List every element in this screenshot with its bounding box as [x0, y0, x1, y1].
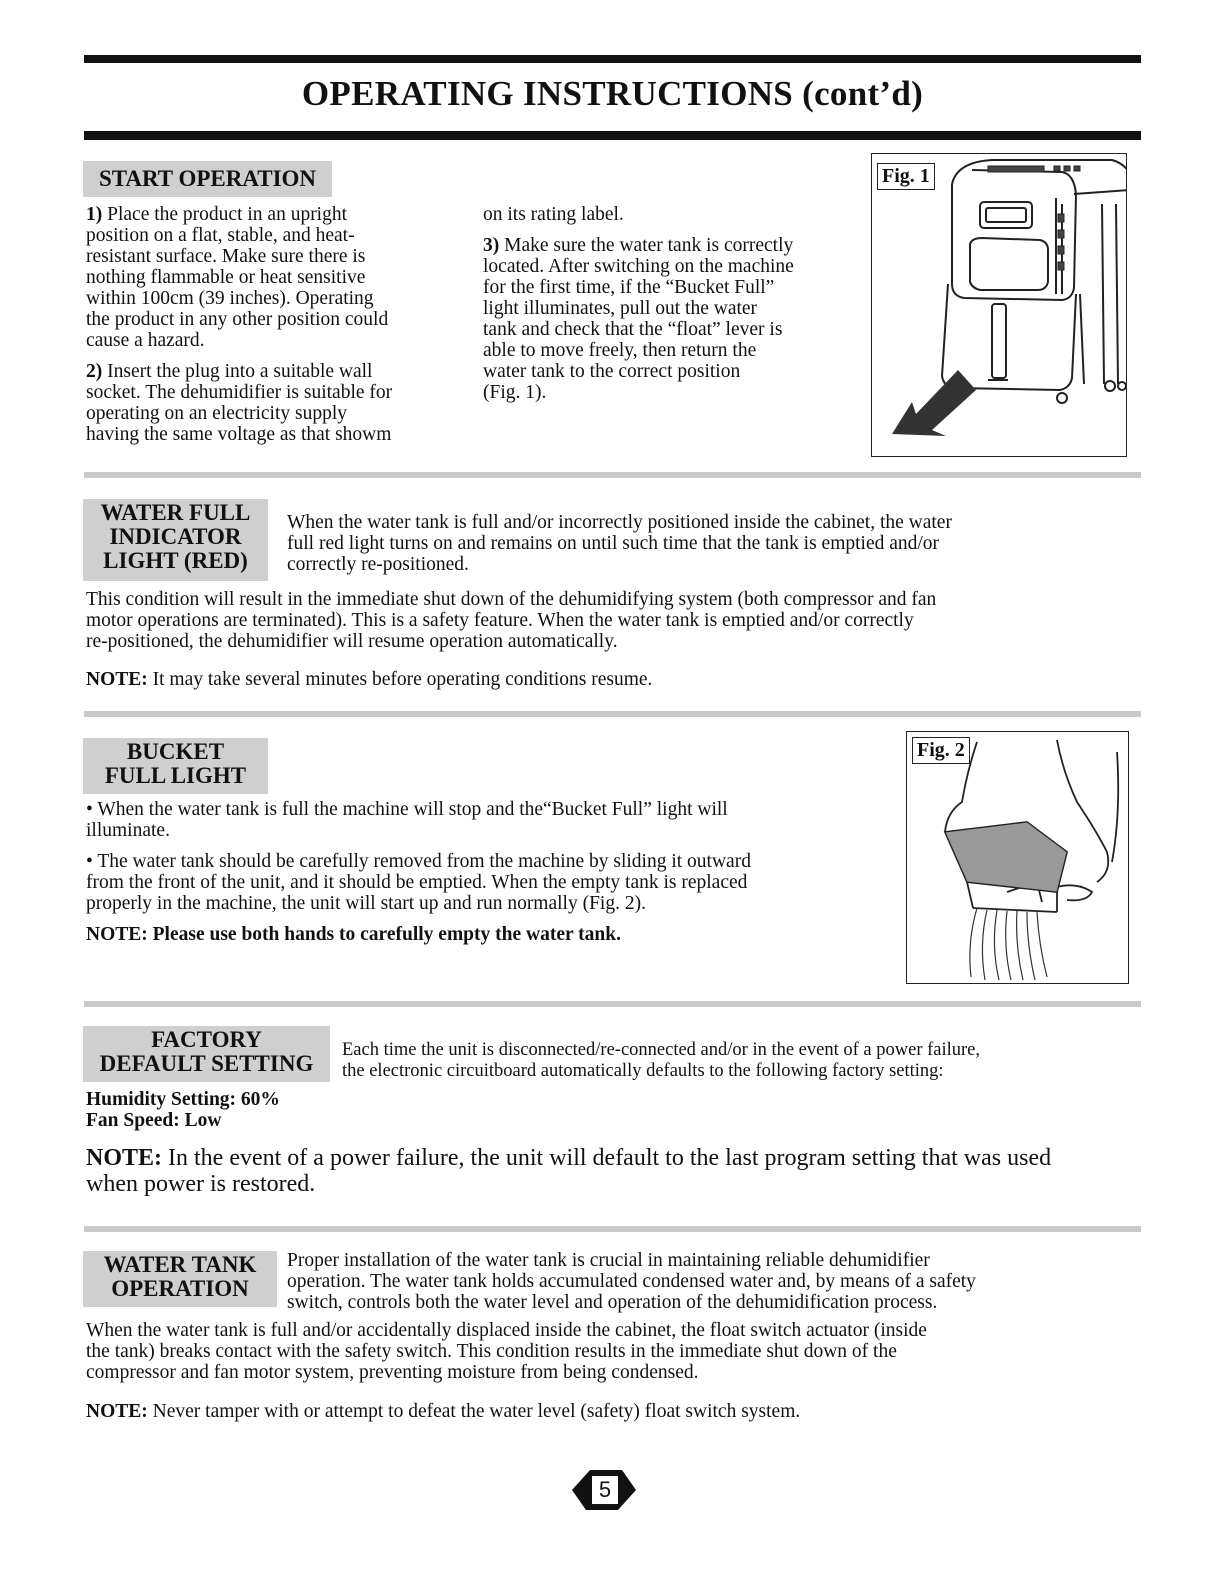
figure-1-box	[871, 153, 1127, 457]
water-tank-operation-label: WATER TANK OPERATION	[83, 1251, 277, 1307]
humidity-setting: Humidity Setting: 60%	[86, 1089, 280, 1110]
section-divider	[84, 1001, 1141, 1007]
emptying-tank-illustration	[907, 732, 1128, 983]
section-divider	[84, 1226, 1141, 1232]
figure-2-box	[906, 731, 1129, 984]
figure-2-label: Fig. 2	[912, 737, 970, 764]
start-operation-label: START OPERATION	[83, 161, 332, 197]
page-title: OPERATING INSTRUCTIONS (cont’d)	[301, 74, 924, 113]
header-bottom-rule	[84, 131, 1141, 140]
factory-default-intro: Each time the unit is disconnected/re-connected and/or in the event of a power failure, the electronic circuitboard automatically defaults to the following factory setting:	[342, 1040, 980, 1081]
water-full-body: This condition will result in the immediate shut down of the dehumidifying system (both compressor and fan motor operations are terminated). This is a safety feature. When the water tank is emptied and/or correctly re-positioned, the dehumidifier will resume operation automatically.	[86, 589, 937, 652]
figure-1-label: Fig. 1	[877, 163, 935, 190]
factory-settings	[86, 1089, 486, 1131]
bucket-full-text: • When the water tank is full the machine will stop and the“Bucket Full” light will illuminate. • The water tank should be carefully removed from the machine by sliding it outward from the front of the unit, and it should be emptied. When the empty tank is replaced properly in the machine, the unit will start up and run normally (Fig. 2). NOTE: Please use both hands to carefully empty the water tank.	[86, 799, 751, 945]
pull-arrow	[892, 370, 976, 436]
factory-default-note: NOTE: In the event of a power failure, the unit will default to the last program setting that was used when power is restored.	[86, 1145, 1052, 1197]
dehumidifier-illustration	[872, 154, 1126, 456]
fan-speed-setting: Fan Speed: Low	[86, 1110, 222, 1131]
section-divider	[84, 472, 1141, 478]
bucket-full-light-label: BUCKET FULL LIGHT	[83, 738, 268, 794]
section-divider	[84, 711, 1141, 717]
header-top-rule	[84, 55, 1141, 63]
page-number-badge	[568, 1466, 640, 1514]
water-full-note: NOTE: It may take several minutes before operating conditions resume.	[86, 669, 653, 690]
factory-default-setting-label: FACTORY DEFAULT SETTING	[83, 1026, 330, 1082]
water-full-indicator-label: WATER FULL INDICATOR LIGHT (RED)	[83, 499, 268, 581]
start-operation-col2: on its rating label. 3) Make sure the water tank is correctly located. After switching on the machine for the first time, if the “Bucket Full” light illuminates, pull out the water tank and check that the “float” lever is able to move freely, then return the water tank to the correct position (Fig. 1).	[483, 204, 794, 403]
water-tank-body: When the water tank is full and/or accidentally displaced inside the cabinet, the float switch actuator (inside the tank) breaks contact with the safety switch. This condition results in the immediate shut down of the compressor and fan motor system, preventing moisture from being condensed.	[86, 1320, 927, 1383]
page-number: 5	[598, 1477, 612, 1502]
water-tank-note: NOTE: Never tamper with or attempt to defeat the water level (safety) float switch system.	[86, 1401, 801, 1422]
water-tank-intro: Proper installation of the water tank is crucial in maintaining reliable dehumidifier operation. The water tank holds accumulated condensed water and, by means of a safety switch, controls both the water level and operation of the dehumidification process.	[287, 1250, 976, 1313]
water-full-intro: When the water tank is full and/or incorrectly positioned inside the cabinet, the water full red light turns on and remains on until such time that the tank is emptied and/or correctly re-positioned.	[287, 512, 952, 575]
start-operation-col1: 1) Place the product in an upright position on a flat, stable, and heat- resistant surface. Make sure there is nothing flammable or heat sensitive within 100cm (39 inches). Operating the product in any other position could cause a hazard. 2) Insert the plug into a suitable wall socket. The dehumidifier is suitable for operating on an electricity supply having the same voltage as that showm	[86, 204, 393, 445]
